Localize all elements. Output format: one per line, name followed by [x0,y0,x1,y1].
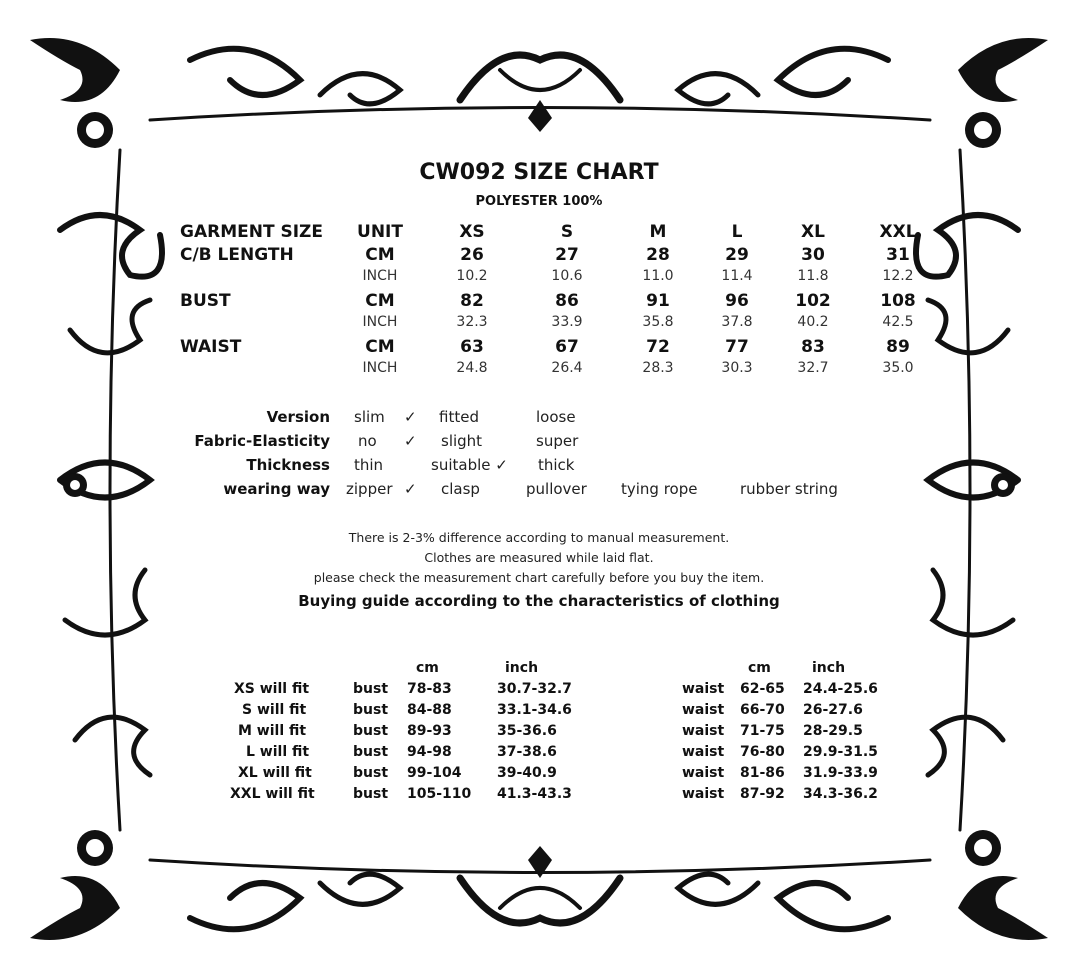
value-cell: 28 [646,245,670,265]
attribute-row-elasticity [180,432,900,456]
measurement-notes [0,528,1078,588]
value-cell: 35.0 [882,360,914,376]
waist-inch: 31.9-33.9 [803,765,878,781]
check-mark: ✓ [404,408,417,426]
table-row [180,314,940,337]
bust-inch: 39-40.9 [497,765,557,781]
value-cell: 82 [460,291,484,311]
waist-cm: 66-70 [740,702,785,718]
waist-inch: 24.4-25.6 [803,681,878,697]
measure-label: WAIST [180,337,242,357]
value-cell: 32.7 [797,360,829,376]
table-row [180,268,940,291]
fit-size-label: L will fit [246,744,310,760]
attribute-label: Version [266,408,330,426]
size-table-header [180,222,940,245]
bust-cm: 78-83 [407,681,452,697]
attribute-label: Fabric-Elasticity [194,432,330,450]
note-line: please check the measurement chart carefully before you buy the item. [313,570,765,585]
unit-cell: CM [365,337,395,357]
fit-size-label: XS will fit [234,681,310,697]
value-cell: 24.8 [456,360,488,376]
value-cell: 63 [460,337,484,357]
waist-inch: 28-29.5 [803,723,863,739]
attribute-option: slight [441,432,483,450]
bust-label: bust [353,765,389,781]
value-cell: 108 [880,291,916,311]
value-cell: 10.6 [551,268,583,284]
value-cell: 96 [725,291,749,311]
bust-cm: 99-104 [407,765,462,781]
buying-guide-title: Buying guide according to the characteristics of clothing [298,592,780,610]
fit-guide [220,660,900,807]
bust-inch: 35-36.6 [497,723,557,739]
value-cell: 26.4 [551,360,583,376]
garment-attributes [180,408,900,504]
check-mark: ✓ [404,432,417,450]
waist-label: waist [682,765,725,781]
attribute-row-wearing-way [180,480,900,504]
table-row [220,681,900,702]
fit-size-label: S will fit [242,702,307,718]
attribute-option: tying rope [621,480,698,498]
cm-header: cm [416,660,439,676]
garment-size-header: GARMENT SIZE [180,222,323,242]
attribute-option: no [358,432,377,450]
attribute-option: pullover [526,480,587,498]
value-cell: 72 [646,337,670,357]
waist-cm: 76-80 [740,744,785,760]
value-cell: 37.8 [721,314,753,330]
size-header: M [649,222,667,242]
bust-cm: 94-98 [407,744,452,760]
fit-guide-header [220,660,900,681]
value-cell: 32.3 [456,314,488,330]
unit-cell: CM [365,291,395,311]
value-cell: 11.4 [721,268,753,284]
unit-header: UNIT [357,222,403,242]
bust-label: bust [353,702,389,718]
size-header: XS [459,222,485,242]
size-header: XL [801,222,825,242]
unit-cell: INCH [362,314,398,330]
value-cell: 40.2 [797,314,829,330]
waist-cm: 71-75 [740,723,785,739]
bust-label: bust [353,681,389,697]
material-subtitle: POLYESTER 100% [475,194,603,209]
table-row [220,786,900,807]
fit-size-label: M will fit [238,723,307,739]
table-row [220,765,900,786]
table-row [220,744,900,765]
waist-label: waist [682,681,725,697]
measure-label: C/B LENGTH [180,245,294,265]
attribute-option: thin [354,456,384,474]
waist-cm: 81-86 [740,765,785,781]
table-row [180,245,940,268]
unit-cell: INCH [362,360,398,376]
size-header: XXL [879,222,917,242]
value-cell: 31 [886,245,910,265]
value-cell: 28.3 [642,360,674,376]
value-cell: 102 [795,291,831,311]
note-line: There is 2-3% difference according to manual measurement. [348,530,730,545]
bust-inch: 37-38.6 [497,744,557,760]
bust-label: bust [353,786,389,802]
waist-cm: 87-92 [740,786,785,802]
bust-inch: 30.7-32.7 [497,681,572,697]
attribute-option: clasp [441,480,480,498]
value-cell: 10.2 [456,268,488,284]
waist-label: waist [682,744,725,760]
check-mark: ✓ [404,480,417,498]
waist-inch: 29.9-31.5 [803,744,878,760]
value-cell: 12.2 [882,268,914,284]
waist-label: waist [682,723,725,739]
attribute-option: slim [354,408,385,426]
bust-label: bust [353,723,389,739]
size-header: L [731,222,743,242]
value-cell: 11.8 [797,268,829,284]
value-cell: 91 [646,291,670,311]
waist-inch: 34.3-36.2 [803,786,878,802]
table-row [180,337,940,360]
table-row [220,702,900,723]
size-table [180,222,940,383]
attribute-option: fitted [439,408,479,426]
value-cell: 83 [801,337,825,357]
bust-cm: 105-110 [407,786,472,802]
table-row [180,291,940,314]
value-cell: 27 [555,245,579,265]
page-title: CW092 SIZE CHART [419,160,659,185]
unit-cell: INCH [362,268,398,284]
fit-size-label: XXL will fit [230,786,315,802]
value-cell: 29 [725,245,749,265]
measure-label: BUST [180,291,231,311]
inch-header: inch [505,660,539,676]
attribute-option: thick [538,456,575,474]
waist-label: waist [682,786,725,802]
inch-header: inch [812,660,846,676]
attribute-row-thickness [180,456,900,480]
attribute-option: rubber string [740,480,838,498]
attribute-option: zipper [346,480,393,498]
fit-size-label: XL will fit [238,765,312,781]
attribute-label: wearing way [223,480,330,498]
value-cell: 30 [801,245,825,265]
value-cell: 77 [725,337,749,357]
value-cell: 89 [886,337,910,357]
value-cell: 30.3 [721,360,753,376]
value-cell: 11.0 [642,268,674,284]
table-row [220,723,900,744]
attribute-option: suitable ✓ [431,456,508,474]
unit-cell: CM [365,245,395,265]
attribute-option: loose [536,408,576,426]
table-row [180,360,940,383]
waist-label: waist [682,702,725,718]
bust-label: bust [353,744,389,760]
size-header: S [560,222,574,242]
attribute-label: Thickness [246,456,330,474]
bust-inch: 33.1-34.6 [497,702,572,718]
value-cell: 42.5 [882,314,914,330]
waist-cm: 62-65 [740,681,785,697]
value-cell: 67 [555,337,579,357]
value-cell: 33.9 [551,314,583,330]
note-line: Clothes are measured while laid flat. [424,550,654,565]
value-cell: 86 [555,291,579,311]
bust-cm: 84-88 [407,702,452,718]
bust-cm: 89-93 [407,723,452,739]
value-cell: 26 [460,245,484,265]
attribute-row-version [180,408,900,432]
attribute-option: super [536,432,579,450]
bust-inch: 41.3-43.3 [497,786,572,802]
cm-header: cm [748,660,771,676]
waist-inch: 26-27.6 [803,702,863,718]
value-cell: 35.8 [642,314,674,330]
